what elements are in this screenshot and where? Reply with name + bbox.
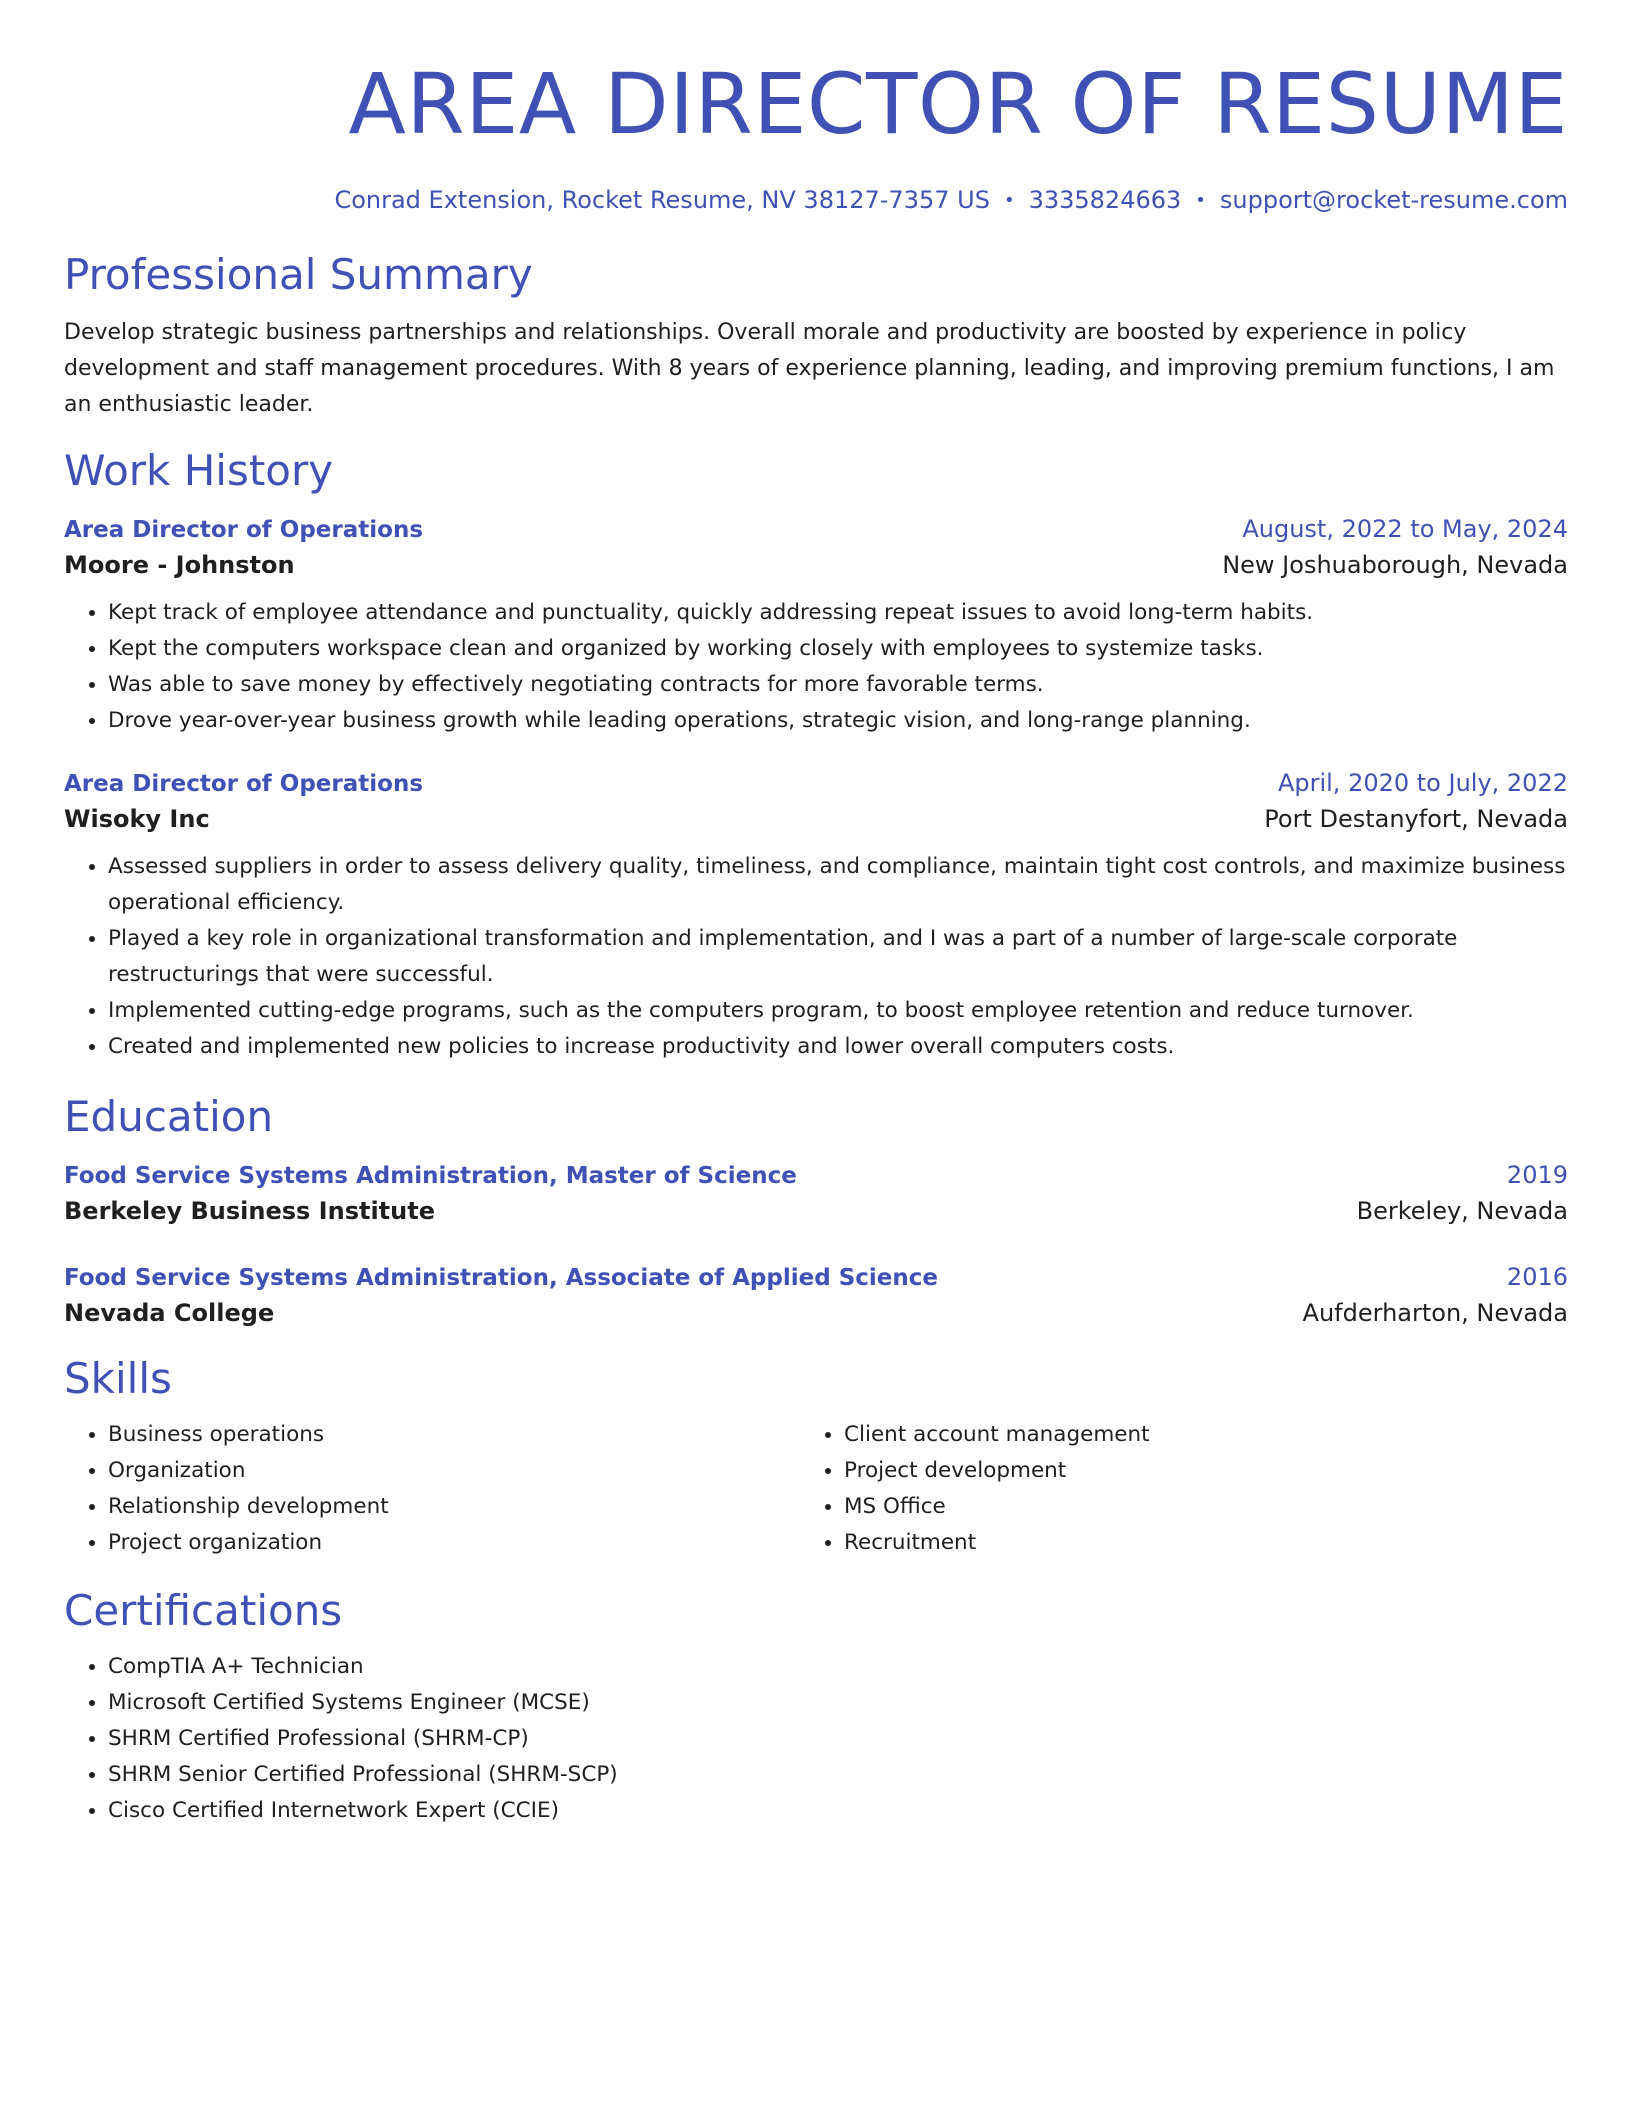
certification-item: • Microsoft Certified Systems Engineer (MCSE): [108, 1685, 1568, 1721]
education-location: Aufderharton, Nevada: [1302, 1299, 1568, 1327]
job-bullet: • Kept track of employee attendance and punctuality, quickly addressing repeat issues to avoid long-term habits.: [108, 595, 1568, 631]
contact-line: [64, 184, 1568, 219]
job-bullet: • Was able to save money by effectively negotiating contracts for more favorable terms.: [108, 667, 1568, 703]
job-company: Moore - Johnston: [64, 551, 295, 579]
education-degree: Food Service Systems Administration, Master of Science: [64, 1163, 797, 1189]
certification-item: • Cisco Certified Internetwork Expert (CCIE): [108, 1793, 1568, 1829]
education-year: 2016: [1506, 1263, 1568, 1291]
education-degree: Food Service Systems Administration, Associate of Applied Science: [64, 1265, 938, 1291]
skill-item: • Client account management: [844, 1417, 1568, 1453]
education-school: Berkeley Business Institute: [64, 1197, 435, 1225]
job-bullet: • Assessed suppliers in order to assess delivery quality, timeliness, and compliance, maintain tight cost controls, and maximize business operational efficiency.: [108, 849, 1568, 921]
summary-text: Develop strategic business partnerships and relationships. Overall morale and productivity are boosted by experience in policy development and staff management procedures. With 8 years of experience planning, leading, and improving premium functions, I am an enthusiastic leader.: [64, 320, 1555, 417]
job-bullet: • Created and implemented new policies to increase productivity and lower overall computers costs.: [108, 1029, 1568, 1065]
skills-column-right: [800, 1417, 1568, 1561]
education-entry: [64, 1161, 1568, 1225]
education-entry: [64, 1263, 1568, 1327]
job-location: Port Destanyfort, Nevada: [1264, 805, 1568, 833]
skill-item: • Relationship development: [108, 1489, 800, 1525]
contact-separator: •: [1195, 190, 1206, 211]
job-bullet: • Implemented cutting-edge programs, such as the computers program, to boost employee retention and reduce turnover.: [108, 993, 1568, 1029]
summary-heading: Professional Summary: [64, 250, 533, 299]
job-dates: August, 2022 to May, 2024: [1242, 515, 1568, 543]
job-title: Area Director of Operations: [64, 771, 424, 797]
skill-item: • Business operations: [108, 1417, 800, 1453]
skill-item: • Project organization: [108, 1525, 800, 1561]
job-entry: [64, 769, 1568, 1065]
education-school: Nevada College: [64, 1299, 275, 1327]
job-bullets: [64, 595, 1568, 739]
skills-column-left: [64, 1417, 800, 1561]
education-year: 2019: [1506, 1161, 1568, 1189]
skill-item: • MS Office: [844, 1489, 1568, 1525]
candidate-name: AREA DIRECTOR OF RESUME: [348, 55, 1568, 153]
education-heading: Education: [64, 1092, 274, 1141]
job-title: Area Director of Operations: [64, 517, 424, 543]
job-company: Wisoky Inc: [64, 805, 210, 833]
job-bullet: • Drove year-over-year business growth while leading operations, strategic vision, and long-range planning.: [108, 703, 1568, 739]
job-bullets: [64, 849, 1568, 1065]
job-entry: [64, 515, 1568, 739]
job-dates: April, 2020 to July, 2022: [1277, 769, 1568, 797]
contact-phone: 3335824663: [1028, 186, 1182, 214]
certifications-heading: Certifications: [64, 1586, 343, 1635]
contact-separator: •: [1003, 190, 1015, 211]
skill-item: • Project development: [844, 1453, 1568, 1489]
work-history-heading: Work History: [64, 446, 334, 495]
certification-item: • SHRM Certified Professional (SHRM-CP): [108, 1721, 1568, 1757]
education-location: Berkeley, Nevada: [1356, 1197, 1568, 1225]
skill-item: • Recruitment: [844, 1525, 1568, 1561]
job-bullet: • Played a key role in organizational transformation and implementation, and I was a part of a number of large-scale corporate restructurings that were successful.: [108, 921, 1568, 993]
skill-item: • Organization: [108, 1453, 800, 1489]
certification-item: • SHRM Senior Certified Professional (SHRM-SCP): [108, 1757, 1568, 1793]
job-bullet: • Kept the computers workspace clean and organized by working closely with employees to systemize tasks.: [108, 631, 1568, 667]
skills-heading: Skills: [64, 1354, 172, 1403]
contact-address: Conrad Extension, Rocket Resume, NV 38127-7357 US: [334, 186, 990, 214]
certifications-list: [64, 1649, 1568, 1829]
job-location: New Joshuaborough, Nevada: [1222, 551, 1568, 579]
skills-grid: [64, 1417, 1568, 1561]
contact-email: support@rocket-resume.com: [1219, 186, 1568, 214]
certification-item: • CompTIA A+ Technician: [108, 1649, 1568, 1685]
